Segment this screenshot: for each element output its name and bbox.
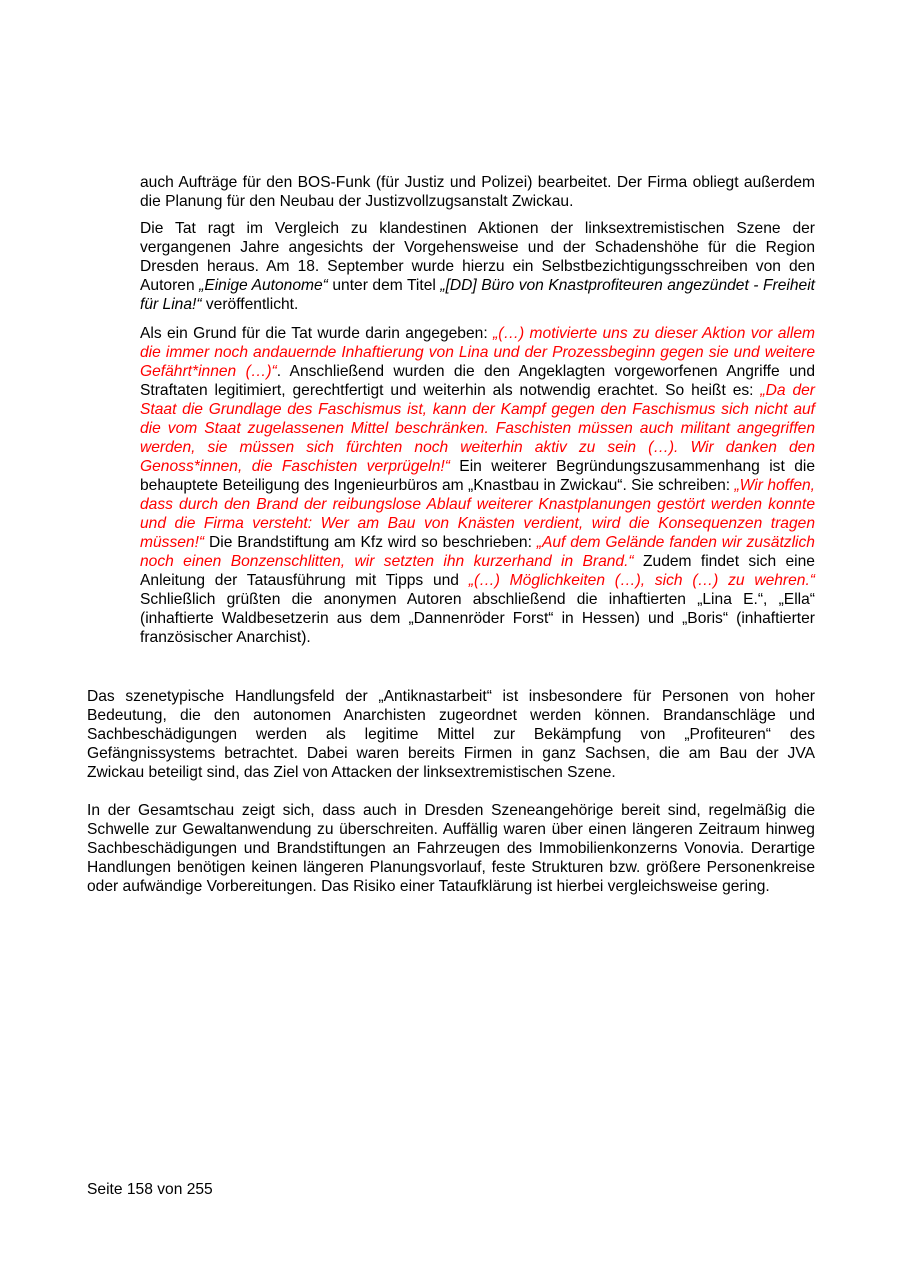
- author-name: „Einige Autonome“: [199, 277, 328, 294]
- paragraph-antiknastarbeit: [87, 687, 815, 782]
- quote-red: „Wir hoffen, dass durch den Brand der reibungslose Ablauf weiterer Knastplanungen gestört werden konnte und die Firma versteht: Wer am Bau von Knästen verdient, wird die Konsequenzen tragen müssen!“: [140, 477, 816, 551]
- quote-red: „(…) motivierte uns zu dieser Aktion vor allem die immer noch andauernde Inhaftierung von Lina und der Prozessbeginn gegen sie und weitere Gefährt*innen (…)“: [140, 325, 815, 380]
- paragraph-text: Das szenetypische Handlungsfeld der „Antiknastarbeit“ ist insbesondere für Personen von hoher Bedeutung, die den autonomen Anarchisten zugeordnet werden können. Brandanschläge und Sachbeschädigungen werden als legitime Mittel zur Bekämpfung von „Profiteuren“ des Gefängnissystems betrachtet. Dabei waren bereits Firmen in ganz Sachsen, die am Bau der JVA Zwickau beteiligt sind, das Ziel von Attacken der linksextremistischen Szene.: [87, 688, 815, 781]
- paragraph-text: Zudem findet sich eine Anleitung der Tatausführung mit Tipps und: [140, 553, 815, 589]
- paragraph-text: In der Gesamtschau zeigt sich, dass auch in Dresden Szeneangehörige bereit sind, regelmäßig die Schwelle zur Gewaltanwendung zu überschreiten. Auffällig waren über einen längeren Zeitraum hinweg Sachbeschädigungen und Brandstiftungen an Fahrzeugen des Immobilienkonzerns Vonovia. Derartige Handlungen benötigen keinen längeren Planungsvorlauf, feste Strukturen bzw. größere Personenkreise oder aufwändige Vorbereitungen. Das Risiko einer Tataufklärung ist hierbei vergleichsweise gering.: [87, 802, 815, 895]
- paragraph-text: unter dem Titel: [327, 277, 441, 294]
- quote-red: „(…) Möglichkeiten (…), sich (…) zu wehren.“: [468, 572, 815, 589]
- paragraph-tat-vergleich: [140, 219, 815, 314]
- paragraph-text: Die Brandstiftung am Kfz wird so beschrieben:: [204, 534, 537, 551]
- paragraph-grund-tat: [140, 324, 815, 647]
- paragraph-text: Ein weiterer Begründungszusammenhang ist die behauptete Beteiligung des Ingenieurbüros am „Knastbau in Zwickau“. Sie schreiben:: [140, 458, 815, 494]
- paragraph-bos-funk: [140, 173, 815, 211]
- quote-red: „Auf dem Gelände fanden wir zusätzlich noch einen Bonzenschlitten, wir setzten ihn kurzerhand in Brand.“: [140, 534, 815, 570]
- paragraph-text: . Anschließend wurden die den Angeklagten vorgeworfenen Angriffe und Straftaten legitimiert, gerechtfertigt und weiterhin als notwendig erachtet. So heißt es:: [140, 363, 816, 399]
- paragraph-text: veröffentlicht.: [201, 296, 299, 313]
- paragraph-text: auch Aufträge für den BOS-Funk (für Justiz und Polizei) bearbeitet. Der Firma obliegt außerdem die Planung für den Neubau der Justizvollzugsanstalt Zwickau.: [140, 174, 815, 210]
- letter-title: „[DD] Büro von Knastprofiteuren angezündet - Freiheit für Lina!“: [140, 277, 815, 313]
- page-number: Seite 158 von 255: [87, 1181, 213, 1198]
- paragraph-text: Schließlich grüßten die anonymen Autoren abschließend die inhaftierten „Lina E.“, „Ella“ (inhaftierte Waldbesetzerin aus dem „Dannenröder Forst“ in Hessen) und „Boris“ (inhaftierter französischer Anarchist).: [140, 591, 815, 646]
- paragraph-gesamtschau: [87, 801, 815, 896]
- paragraph-text: Die Tat ragt im Vergleich zu klandestinen Aktionen der linksextremistischen Szene der vergangenen Jahre angesichts der Vorgehensweise und der Schadenshöhe für die Region Dresden heraus. Am 18. September wurde hierzu ein Selbstbezichtigungsschreiben von den Autoren: [140, 220, 815, 294]
- quote-red: „Da der Staat die Grundlage des Faschismus ist, kann der Kampf gegen den Faschismus sich nicht auf die vom Staat zugelassenen Mittel beschränken. Faschisten müssen auch militant angegriffen werden, sie müssen sich fürchten noch weiterhin aktiv zu sein (…). Wir danken den Genoss*innen, die Faschisten verprügeln!“: [140, 382, 816, 475]
- paragraph-text: Als ein Grund für die Tat wurde darin angegeben:: [140, 325, 494, 342]
